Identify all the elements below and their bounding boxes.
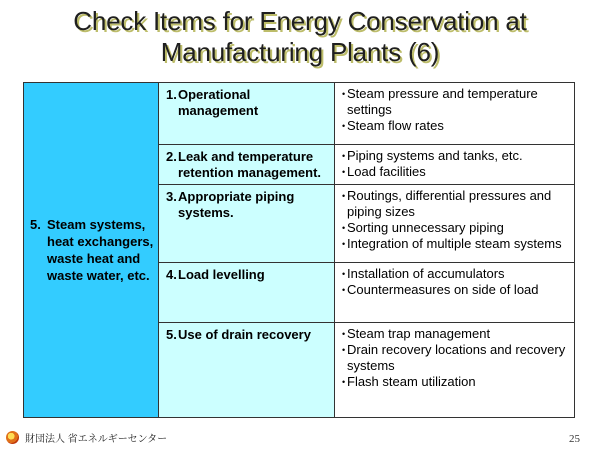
detail-text: Installation of accumulators — [347, 266, 505, 281]
footer-organization: 財団法人 省エネルギーセンター — [25, 434, 168, 445]
bullet-icon: • — [342, 329, 346, 339]
item-cell — [159, 185, 335, 263]
detail-line — [342, 164, 570, 180]
slide-title-line-1: Check Items for Energy Conservation at — [73, 6, 527, 36]
item-number: 5. — [166, 327, 177, 342]
item-number: 3. — [166, 189, 177, 204]
detail-cell — [335, 263, 575, 323]
sun-logo-icon — [6, 431, 19, 444]
item-number: 2. — [166, 149, 177, 164]
bullet-icon: • — [342, 89, 346, 99]
bullet-icon: • — [342, 191, 346, 201]
detail-line — [342, 86, 570, 118]
detail-text: Integration of multiple steam systems — [347, 236, 562, 251]
detail-text: Routings, differential pressures and piping sizes — [347, 188, 552, 219]
detail-line — [342, 148, 570, 164]
detail-cell — [335, 83, 575, 145]
item-cell — [159, 83, 335, 145]
detail-line — [342, 326, 570, 342]
item-number: 4. — [166, 267, 177, 282]
table-row — [24, 83, 575, 145]
detail-line — [342, 342, 570, 374]
check-items-table — [23, 82, 575, 418]
detail-line — [342, 282, 570, 298]
detail-cell — [335, 145, 575, 185]
detail-cell — [335, 323, 575, 418]
detail-line — [342, 236, 570, 252]
item-label: Use of drain recovery — [178, 327, 311, 342]
detail-line — [342, 374, 570, 390]
detail-text: Steam flow rates — [347, 118, 444, 133]
bullet-icon: • — [342, 377, 346, 387]
detail-text: Steam pressure and temperature settings — [347, 86, 538, 117]
footer-logo — [6, 430, 167, 445]
item-cell — [159, 263, 335, 323]
item-label: Appropriate piping systems. — [178, 189, 295, 220]
bullet-icon: • — [342, 223, 346, 233]
bullet-icon: • — [342, 151, 346, 161]
detail-text: Drain recovery locations and recovery systems — [347, 342, 566, 373]
item-label: Load levelling — [178, 267, 265, 282]
detail-cell — [335, 185, 575, 263]
bullet-icon: • — [342, 345, 346, 355]
slide-title-line-2: Manufacturing Plants (6) — [160, 37, 440, 67]
detail-text: Piping systems and tanks, etc. — [347, 148, 523, 163]
slide-title — [0, 6, 600, 68]
detail-line — [342, 266, 570, 282]
category-label: Steam systems, heat exchangers, waste heat and waste water, etc. — [47, 217, 154, 283]
item-cell — [159, 323, 335, 418]
page-number: 25 — [569, 433, 580, 445]
bullet-icon: • — [342, 285, 346, 295]
detail-text: Countermeasures on side of load — [347, 282, 539, 297]
item-cell — [159, 145, 335, 185]
detail-text: Sorting unnecessary piping — [347, 220, 504, 235]
item-label: Operational management — [178, 87, 259, 118]
bullet-icon: • — [342, 167, 346, 177]
item-label: Leak and temperature retention management. — [178, 149, 322, 180]
detail-line — [342, 188, 570, 220]
detail-text: Steam trap management — [347, 326, 491, 341]
bullet-icon: • — [342, 269, 346, 279]
bullet-icon: • — [342, 121, 346, 131]
detail-line — [342, 118, 570, 134]
bullet-icon: • — [342, 239, 346, 249]
detail-text: Load facilities — [347, 164, 426, 179]
category-cell — [24, 83, 159, 418]
category-number: 5. — [30, 217, 41, 232]
item-number: 1. — [166, 87, 177, 102]
detail-line — [342, 220, 570, 236]
detail-text: Flash steam utilization — [347, 374, 476, 389]
